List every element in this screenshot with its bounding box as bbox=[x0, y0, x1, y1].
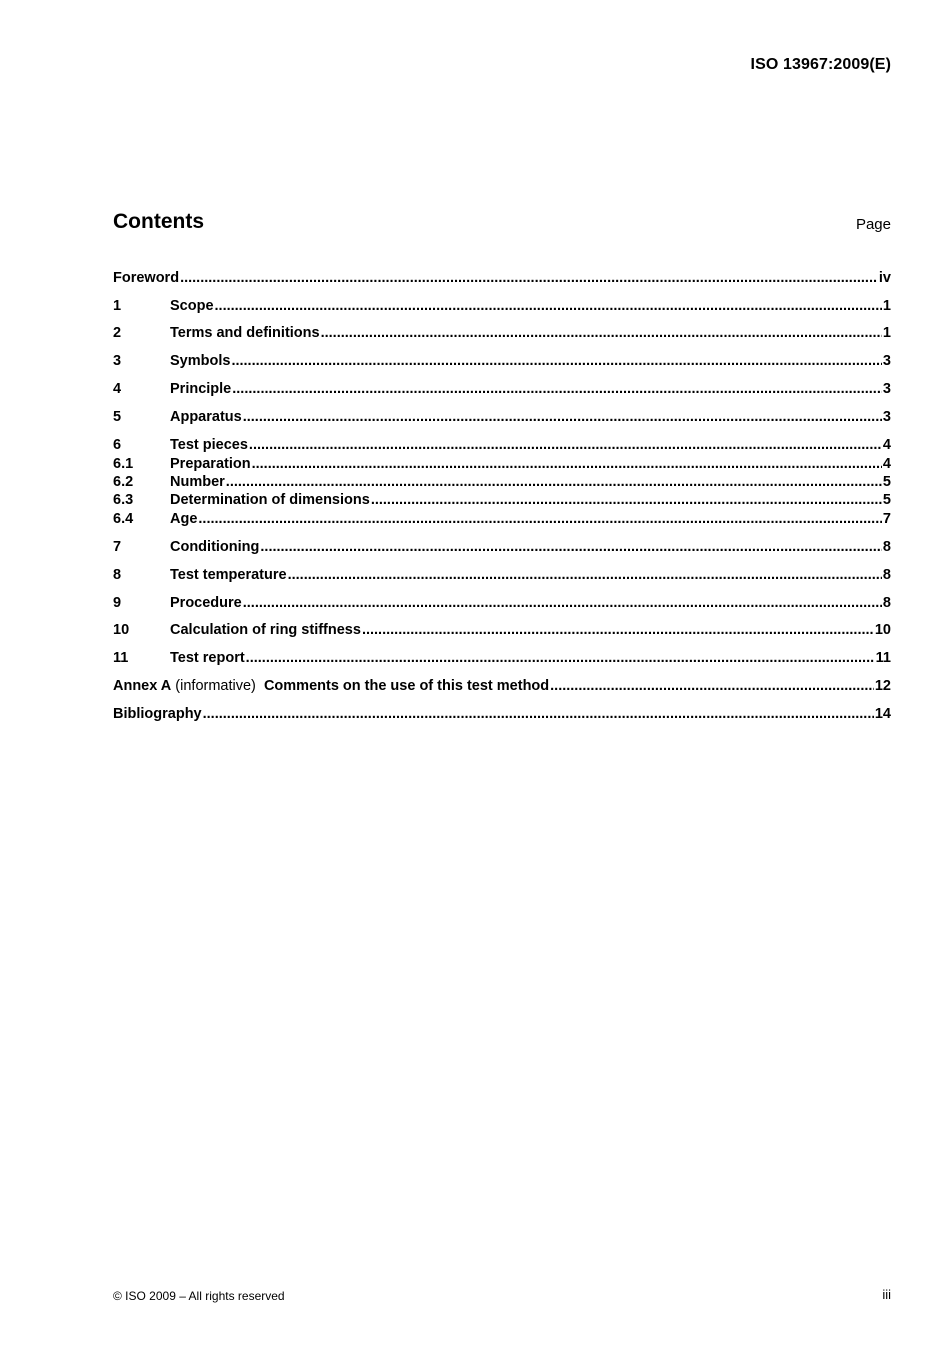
toc-entry-number: 6.1 bbox=[113, 456, 134, 472]
toc-entry-apparatus[interactable] bbox=[113, 409, 891, 427]
toc-entry-title: Terms and definitions bbox=[170, 325, 320, 341]
document-reference: ISO 13967:2009(E) bbox=[750, 56, 891, 73]
toc-entry-page: 8 bbox=[882, 567, 891, 583]
toc-entry-number: 7 bbox=[113, 539, 122, 555]
toc-entry-page: 3 bbox=[882, 353, 891, 369]
toc-entry-page: 3 bbox=[882, 409, 891, 425]
toc-entry-page: 8 bbox=[882, 595, 891, 611]
dot-leader bbox=[321, 325, 882, 341]
toc-entry-title: Calculation of ring stiffness bbox=[170, 622, 361, 638]
toc-entry-title: Symbols bbox=[170, 353, 231, 369]
toc-entry-conditioning[interactable] bbox=[113, 539, 891, 557]
dot-leader bbox=[288, 567, 882, 583]
toc-entry-title: Test temperature bbox=[170, 567, 287, 583]
toc-entry-preparation[interactable] bbox=[113, 456, 891, 474]
dot-leader bbox=[215, 298, 882, 314]
toc-entry-foreword[interactable] bbox=[113, 270, 891, 288]
toc-entry-title: Procedure bbox=[170, 595, 242, 611]
toc-entry-age[interactable] bbox=[113, 511, 891, 529]
toc-entry-page: 5 bbox=[882, 492, 891, 508]
dot-leader bbox=[203, 706, 874, 722]
dot-leader bbox=[243, 595, 882, 611]
toc-entry-number: 5 bbox=[113, 409, 122, 425]
toc-entry-page: 7 bbox=[882, 511, 891, 527]
toc-entry-number: 2 bbox=[113, 325, 122, 341]
toc-entry-title: Test pieces bbox=[170, 437, 248, 453]
toc-entry-number: 9 bbox=[113, 595, 122, 611]
copyright-notice: © ISO 2009 – All rights reserved bbox=[113, 1289, 285, 1303]
toc-entry-number: 3 bbox=[113, 353, 122, 369]
toc-entry-title: Bibliography bbox=[113, 706, 202, 722]
toc-entry-page: 10 bbox=[874, 622, 891, 638]
contents-heading: Contents bbox=[113, 210, 204, 233]
toc-entry-title: Conditioning bbox=[170, 539, 260, 555]
dot-leader bbox=[550, 678, 874, 694]
dot-leader bbox=[226, 474, 882, 490]
toc-entry-page: 1 bbox=[882, 298, 891, 314]
toc-entry-number: 11 bbox=[113, 650, 129, 666]
toc-entry-title: Foreword bbox=[113, 270, 180, 286]
toc-entry-dimensions[interactable] bbox=[113, 492, 891, 510]
toc-entry-scope[interactable] bbox=[113, 298, 891, 316]
toc-entry-principle[interactable] bbox=[113, 381, 891, 399]
dot-leader bbox=[232, 381, 882, 397]
toc-entry-page: 11 bbox=[875, 650, 891, 666]
dot-leader bbox=[260, 539, 882, 555]
toc-entry-title bbox=[113, 678, 549, 694]
toc-entry-number: 6 bbox=[113, 437, 122, 453]
toc-entry-terms[interactable] bbox=[113, 325, 891, 343]
toc-entry-annex-a[interactable] bbox=[113, 678, 891, 696]
toc-entry-test-report[interactable] bbox=[113, 650, 891, 668]
dot-leader bbox=[252, 456, 882, 472]
annex-type: (informative) bbox=[171, 678, 264, 694]
toc-entry-symbols[interactable] bbox=[113, 353, 891, 371]
page-column-label: Page bbox=[855, 216, 891, 233]
annex-title: Comments on the use of this test method bbox=[263, 678, 550, 694]
dot-leader bbox=[246, 650, 875, 666]
toc-entry-number-section[interactable] bbox=[113, 474, 891, 492]
toc-entry-title: Scope bbox=[170, 298, 214, 314]
toc-entry-page: 4 bbox=[882, 437, 891, 453]
toc-entry-page: 4 bbox=[882, 456, 891, 472]
toc-entry-number: 8 bbox=[113, 567, 122, 583]
toc-entry-page: 3 bbox=[882, 381, 891, 397]
toc-entry-page: iv bbox=[878, 270, 891, 286]
toc-entry-test-temperature[interactable] bbox=[113, 567, 891, 585]
toc-entry-number: 4 bbox=[113, 381, 122, 397]
toc-entry-title: Number bbox=[170, 474, 225, 490]
page-number: iii bbox=[882, 1287, 891, 1302]
toc-entry-page: 14 bbox=[874, 706, 891, 722]
toc-entry-title: Apparatus bbox=[170, 409, 242, 425]
toc-entry-title: Principle bbox=[170, 381, 232, 397]
toc-entry-ring-stiffness[interactable] bbox=[113, 622, 891, 640]
dot-leader bbox=[362, 622, 874, 638]
toc-entry-number: 6.4 bbox=[113, 511, 134, 527]
toc-entry-page: 8 bbox=[882, 539, 891, 555]
toc-entry-number: 10 bbox=[113, 622, 130, 638]
dot-leader bbox=[231, 353, 881, 369]
dot-leader bbox=[198, 511, 882, 527]
toc-entry-number: 1 bbox=[113, 298, 122, 314]
toc-entry-test-pieces[interactable] bbox=[113, 437, 891, 455]
toc-entry-page: 5 bbox=[882, 474, 891, 490]
toc-entry-title: Determination of dimensions bbox=[170, 492, 370, 508]
dot-leader bbox=[180, 270, 878, 286]
toc-entry-title: Preparation bbox=[170, 456, 251, 472]
toc-entry-title: Age bbox=[170, 511, 198, 527]
toc-entry-number: 6.2 bbox=[113, 474, 134, 490]
annex-label: Annex A bbox=[113, 678, 172, 694]
toc-entry-title: Test report bbox=[170, 650, 245, 666]
dot-leader bbox=[371, 492, 882, 508]
dot-leader bbox=[249, 437, 882, 453]
dot-leader bbox=[243, 409, 882, 425]
toc-entry-bibliography[interactable] bbox=[113, 706, 891, 724]
toc-entry-page: 12 bbox=[874, 678, 891, 694]
toc-entry-number: 6.3 bbox=[113, 492, 134, 508]
toc-entry-procedure[interactable] bbox=[113, 595, 891, 613]
toc-entry-page: 1 bbox=[882, 325, 891, 341]
